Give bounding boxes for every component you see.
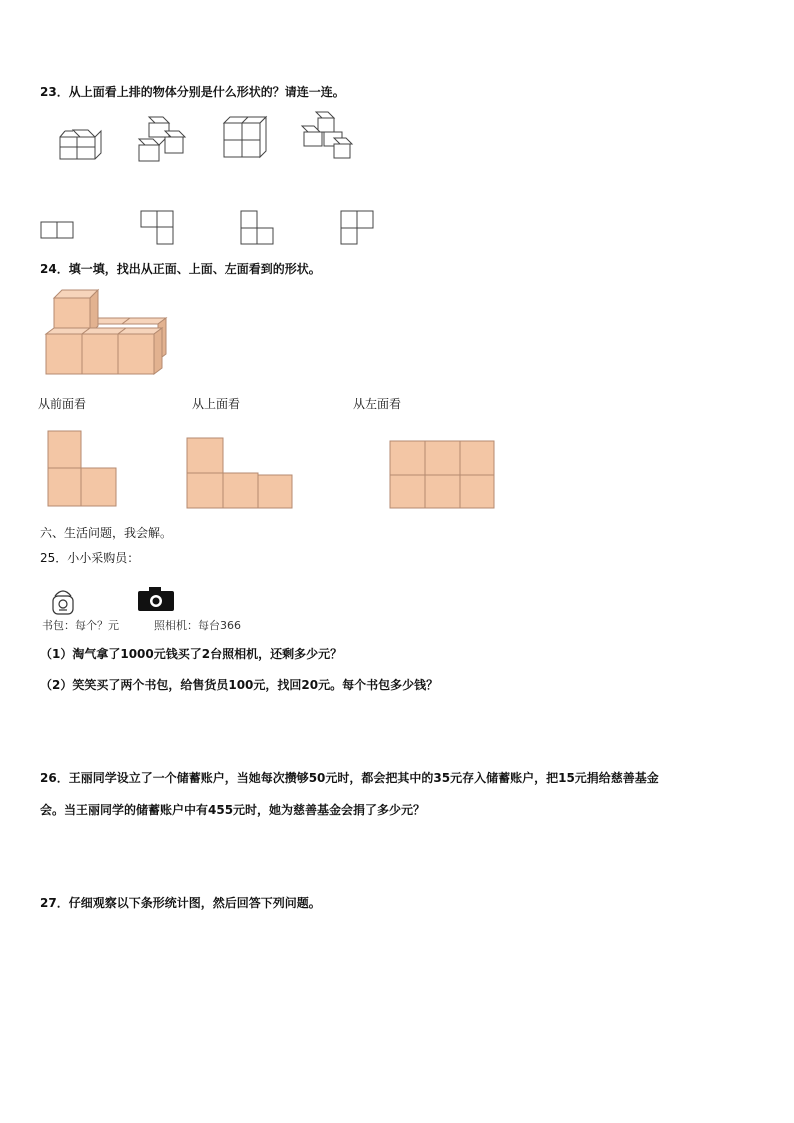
q24-top-view-shape bbox=[186, 437, 294, 510]
q25-sub2: （2）笑笑买了两个书包，给售货员100元，找回20元。每个书包多少钱？ bbox=[40, 678, 439, 692]
label-top-view: 从上面看 bbox=[192, 397, 241, 411]
q25-title: 25．小小采购员： bbox=[40, 551, 140, 565]
q26-line2: 会。当王丽同学的储蓄账户中有455元时，她为慈善基金会捐了多少元？ bbox=[40, 803, 426, 817]
label-front-view: 从前面看 bbox=[38, 397, 87, 411]
label-left-view: 从左面看 bbox=[353, 397, 402, 411]
q26-line1: 26．王丽同学设立了一个储蓄账户，当她每次攒够50元时，都会把其中的35元存入储蓄账户，把15元捐给慈善基金 bbox=[40, 771, 659, 785]
q27-title: 27．仔细观察以下条形统计图，然后回答下列问题。 bbox=[40, 896, 321, 910]
bag-price-label: 书包：每个？元 bbox=[42, 619, 119, 632]
q23-view-2 bbox=[140, 210, 176, 246]
q23-view-3 bbox=[240, 210, 276, 246]
q23-view-4 bbox=[340, 210, 376, 246]
q24-left-view-shape bbox=[389, 440, 496, 510]
q23-cube-figure-3 bbox=[220, 115, 270, 160]
q23-title: 23．从上面看上排的物体分别是什么形状的？请连一连。 bbox=[40, 85, 345, 99]
camera-icon bbox=[137, 586, 175, 612]
camera-price-label: 照相机：每台366 bbox=[154, 619, 241, 632]
q24-cube-stack bbox=[42, 288, 172, 383]
section6-heading: 六、生活问题，我会解。 bbox=[40, 526, 173, 540]
q23-cube-figure-4 bbox=[300, 110, 355, 162]
q25-sub1: （1）淘气拿了1000元钱买了2台照相机，还剩多少元？ bbox=[40, 647, 343, 661]
backpack-icon bbox=[47, 586, 79, 616]
q23-cube-figure-2 bbox=[135, 115, 190, 165]
q23-cube-figure-1 bbox=[55, 125, 110, 165]
q24-front-view-shape bbox=[47, 430, 119, 508]
q23-view-1 bbox=[40, 220, 76, 240]
q24-title: 24．填一填，找出从正面、上面、左面看到的形状。 bbox=[40, 262, 321, 276]
